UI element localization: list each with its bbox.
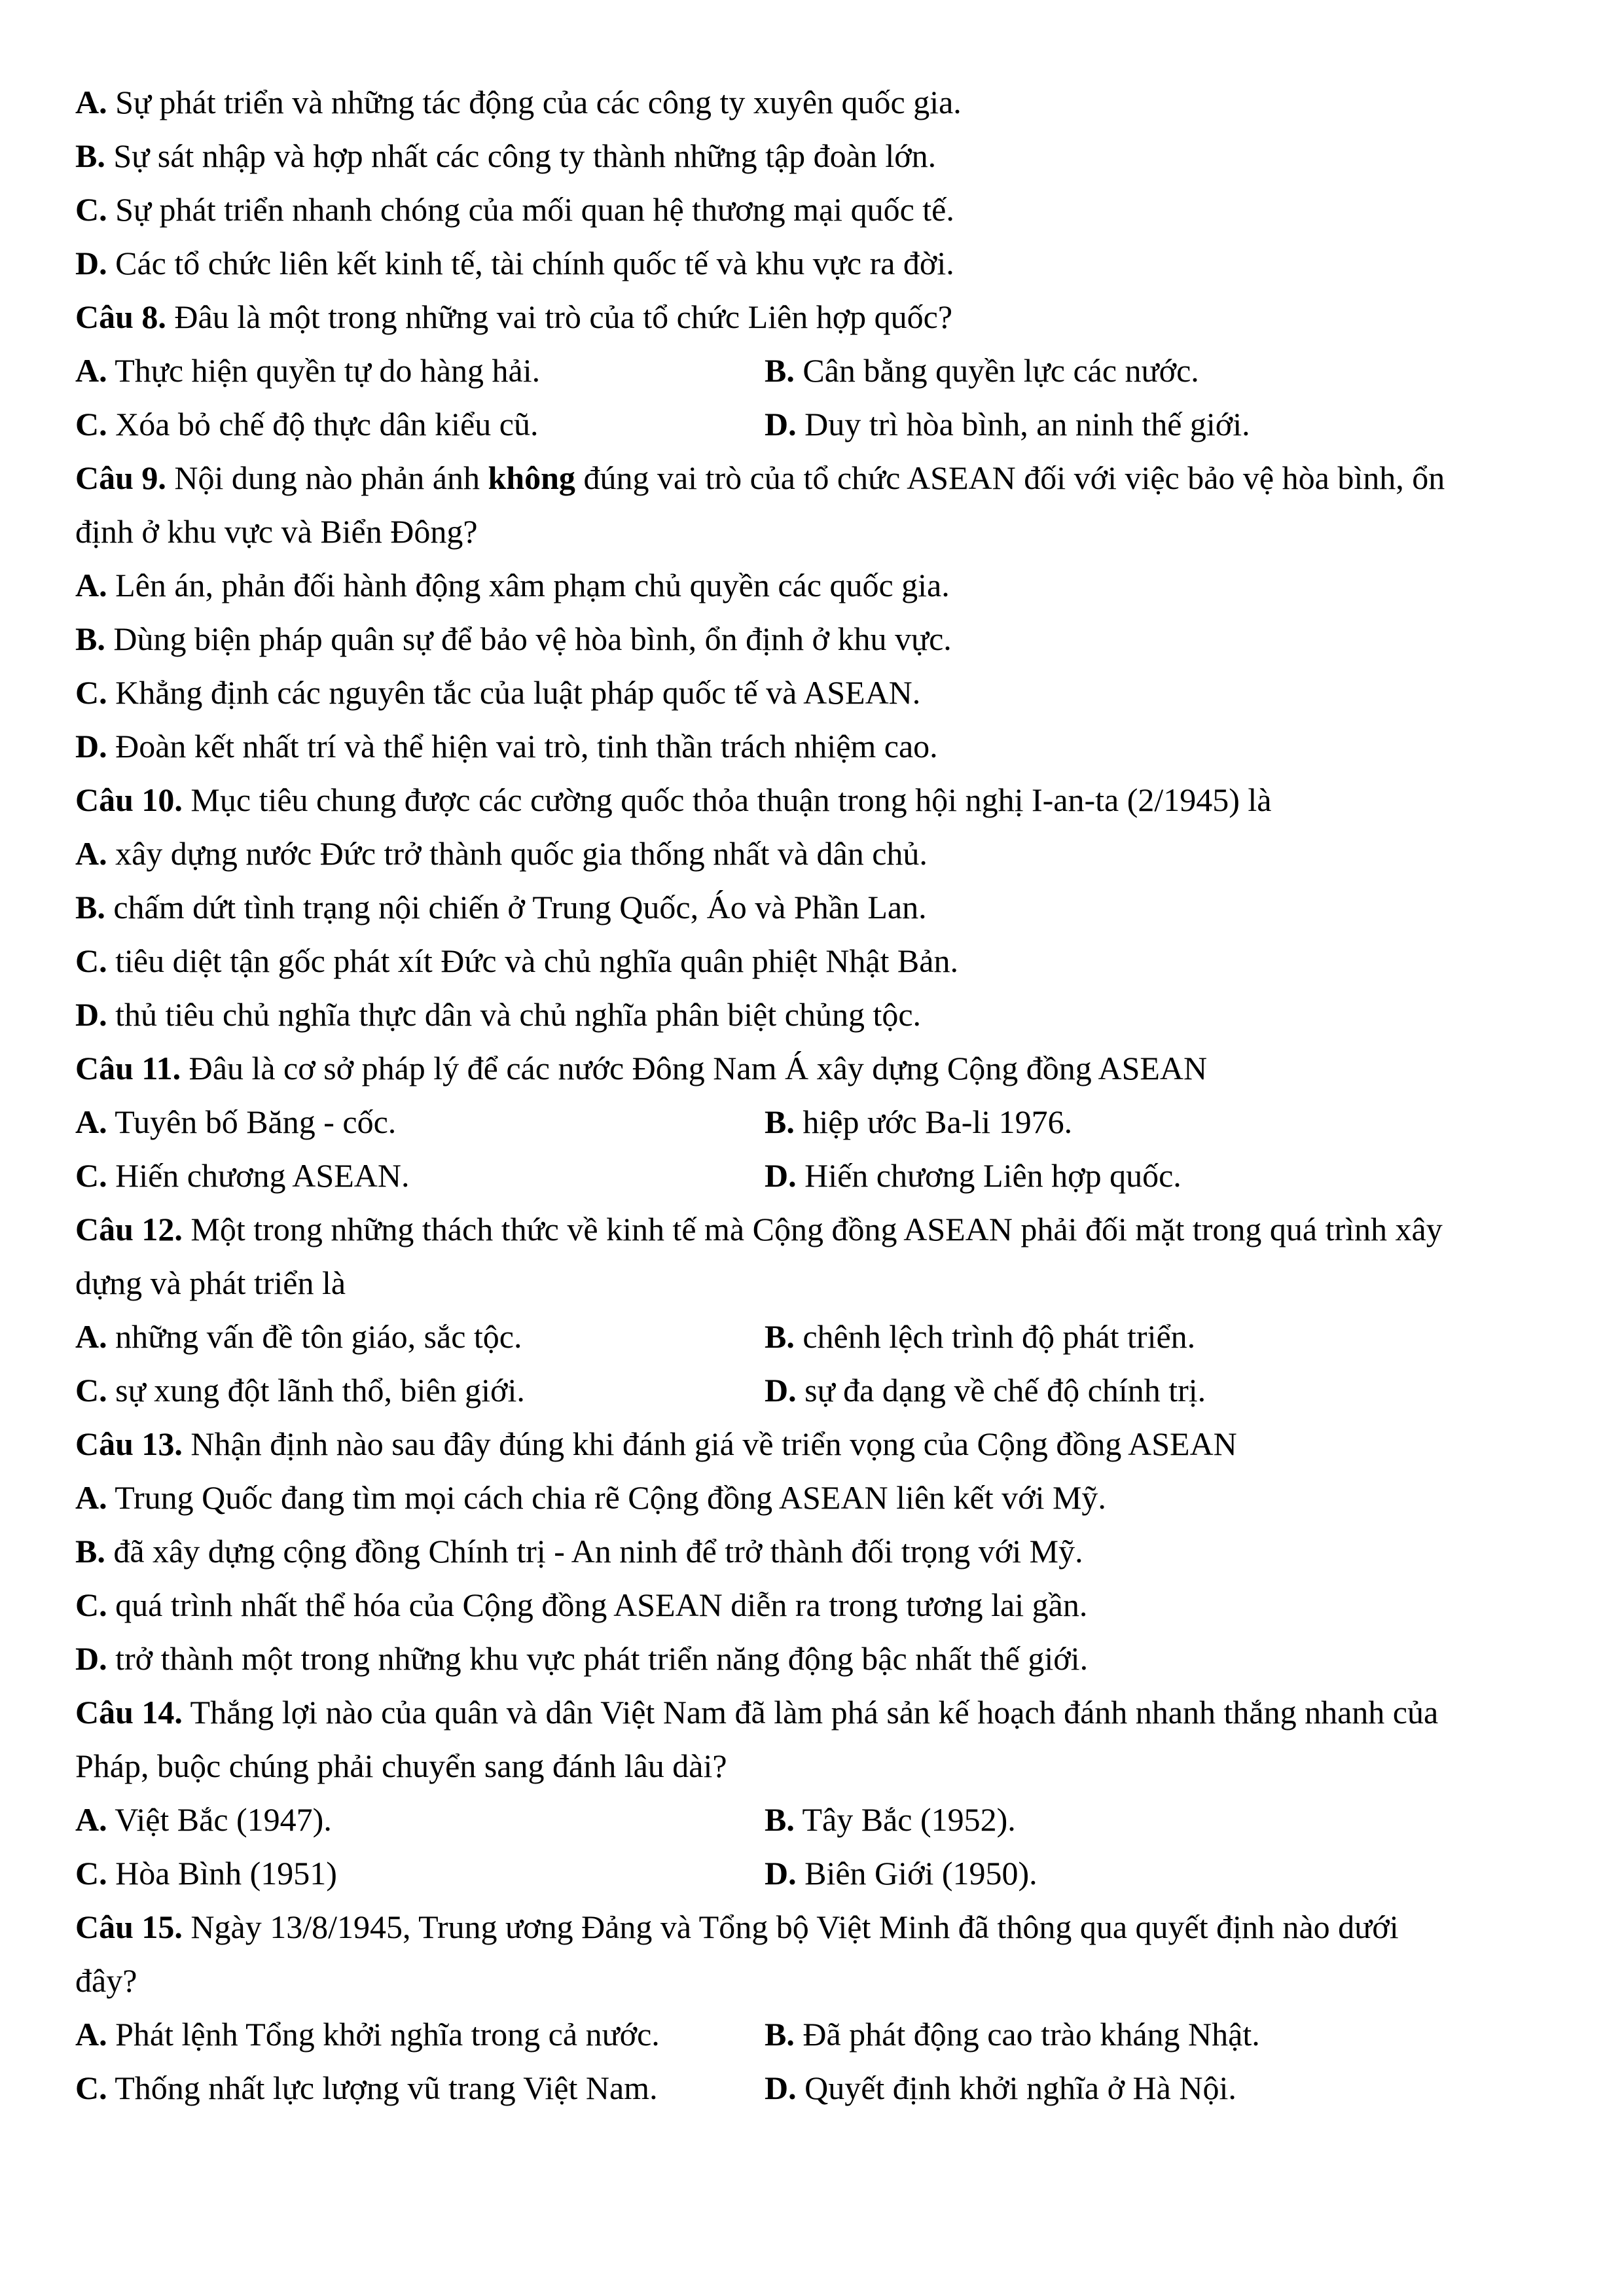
q7-option-c: C. Sự phát triển nhanh chóng của mối quan hệ thương mại quốc tế. [75,191,954,228]
q10-option-b: B. chấm dứt tình trạng nội chiến ở Trung Quốc, Áo và Phần Lan. [75,889,927,925]
q10-stem: Câu 10. Mục tiêu chung được các cường quốc thỏa thuận trong hội nghị I-an-ta (2/1945) là [75,781,1272,818]
q10-option-c: C. tiêu diệt tận gốc phát xít Đức và chủ nghĩa quân phiệt Nhật Bản. [75,942,958,979]
q11-stem: Câu 11. Đâu là cơ sở pháp lý để các nước Đông Nam Á xây dựng Cộng đồng ASEAN [75,1050,1208,1086]
q15-option-a: A. Phát lệnh Tổng khởi nghĩa trong cả nước. [75,2016,660,2053]
q9-option-b: B. Dùng biện pháp quân sự để bảo vệ hòa bình, ổn định ở khu vực. [75,620,952,657]
q10-option-a: A. xây dựng nước Đức trở thành quốc gia thống nhất và dân chủ. [75,835,928,872]
q8-option-b: B. Cân bằng quyền lực các nước. [765,352,1199,389]
q14-stem-line2: Pháp, buộc chúng phải chuyển sang đánh lâu dài? [75,1748,727,1784]
q13-stem: Câu 13. Nhận định nào sau đây đúng khi đánh giá về triển vọng của Cộng đồng ASEAN [75,1426,1237,1462]
q8-option-c: C. Xóa bỏ chế độ thực dân kiểu cũ. [75,406,539,442]
q12-stem: Câu 12. Một trong những thách thức về kinh tế mà Cộng đồng ASEAN phải đối mặt trong quá trình xây [75,1211,1443,1247]
q15-stem-line2: đây? [75,1962,137,1999]
q12-option-b: B. chênh lệch trình độ phát triển. [765,1318,1196,1355]
q7-option-d: D. Các tổ chức liên kết kinh tế, tài chính quốc tế và khu vực ra đời. [75,245,954,281]
q12-stem-line2: dựng và phát triển là [75,1265,346,1301]
q13-option-d: D. trở thành một trong những khu vực phát triển năng động bậc nhất thế giới. [75,1640,1089,1677]
q9-stem-line2: định ở khu vực và Biển Đông? [75,513,478,550]
q12-option-a: A. những vấn đề tôn giáo, sắc tộc. [75,1318,522,1355]
q12-option-c: C. sự xung đột lãnh thổ, biên giới. [75,1372,525,1408]
q9-option-c: C. Khẳng định các nguyên tắc của luật pháp quốc tế và ASEAN. [75,674,921,711]
q13-option-c: C. quá trình nhất thể hóa của Cộng đồng ASEAN diễn ra trong tương lai gần. [75,1587,1088,1623]
q11-option-d: D. Hiến chương Liên hợp quốc. [765,1157,1182,1194]
q15-stem: Câu 15. Ngày 13/8/1945, Trung ương Đảng và Tổng bộ Việt Minh đã thông qua quyết định nào dưới [75,1909,1399,1945]
q10-option-d: D. thủ tiêu chủ nghĩa thực dân và chủ nghĩa phân biệt chủng tộc. [75,996,922,1033]
q13-option-a: A. Trung Quốc đang tìm mọi cách chia rẽ Cộng đồng ASEAN liên kết với Mỹ. [75,1479,1106,1516]
q9-option-d: D. Đoàn kết nhất trí và thể hiện vai trò, tinh thần trách nhiệm cao. [75,728,938,764]
q15-option-b: B. Đã phát động cao trào kháng Nhật. [765,2016,1260,2053]
q12-option-d: D. sự đa dạng về chế độ chính trị. [765,1372,1206,1408]
q8-option-d: D. Duy trì hòa bình, an ninh thế giới. [765,406,1250,442]
q11-option-c: C. Hiến chương ASEAN. [75,1157,410,1194]
q9-option-a: A. Lên án, phản đối hành động xâm phạm chủ quyền các quốc gia. [75,567,950,603]
q9-stem: Câu 9. Nội dung nào phản ánh không đúng vai trò của tổ chức ASEAN đối với việc bảo vệ hòa bình, ổn [75,459,1445,496]
q8-option-a: A. Thực hiện quyền tự do hàng hải. [75,352,541,389]
q8-stem: Câu 8. Đâu là một trong những vai trò của tổ chức Liên hợp quốc? [75,298,953,335]
q11-option-b: B. hiệp ước Ba-li 1976. [765,1103,1073,1140]
q15-option-c: C. Thống nhất lực lượng vũ trang Việt Nam. [75,2070,658,2106]
q15-option-d: D. Quyết định khởi nghĩa ở Hà Nội. [765,2070,1236,2106]
q7-option-a: A. Sự phát triển và những tác động của các công ty xuyên quốc gia. [75,84,962,120]
q14-option-a: A. Việt Bắc (1947). [75,1801,332,1838]
q7-option-b: B. Sự sát nhập và hợp nhất các công ty thành những tập đoàn lớn. [75,137,937,174]
q14-option-d: D. Biên Giới (1950). [765,1855,1038,1892]
q11-option-a: A. Tuyên bố Băng - cốc. [75,1103,397,1140]
q14-option-c: C. Hòa Bình (1951) [75,1855,337,1892]
q14-option-b: B. Tây Bắc (1952). [765,1801,1016,1838]
q14-stem: Câu 14. Thắng lợi nào của quân và dân Việt Nam đã làm phá sản kế hoạch đánh nhanh thắng nhanh của [75,1694,1439,1731]
q13-option-b: B. đã xây dựng cộng đồng Chính trị - An ninh để trở thành đối trọng với Mỹ. [75,1533,1083,1570]
